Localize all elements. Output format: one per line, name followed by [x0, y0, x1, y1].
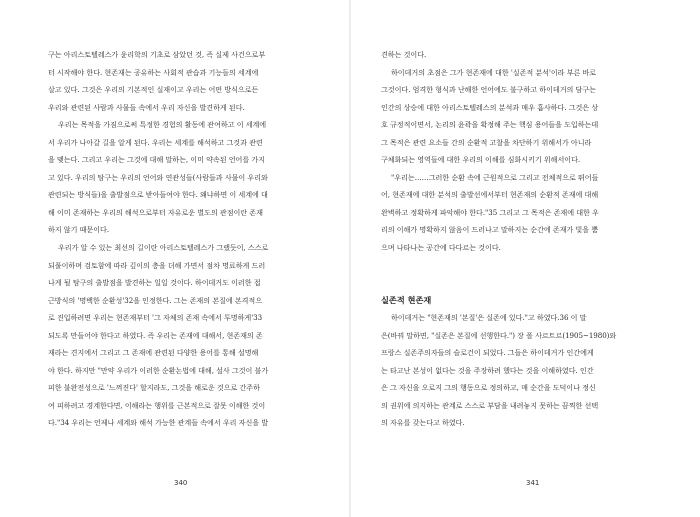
- body-line: 의 자유를 갖는다고 하였다.: [381, 418, 465, 428]
- section-heading: 실존적 현존재: [381, 294, 432, 305]
- body-line: 리의 이해가 명확하지 않음이 드러나고 말하지는 순간에 존재가 빛을 뿜: [381, 225, 599, 235]
- body-line: 그것이다. 엄격한 형식과 난해한 언어에도 불구하고 하이데거의 담구는: [381, 85, 596, 95]
- body-line: 고 있다. 우리의 탐구는 우리의 언어와 연관성들(사람들과 사물이 우리와: [48, 172, 268, 182]
- body-line: 나게 될 탐구의 출발점을 발견하는 일일 것이다. 하이데거도 이러한 접: [48, 278, 261, 288]
- paragraph-gap: [381, 274, 655, 292]
- body-line: 그 목적은 관련 요소들 간의 순환적 고찰을 차단하기 위해서가 아니라: [381, 137, 592, 147]
- body-line: 다."34 우리는 언제나 세계와 해석 가능한 관계들 속에서 우리 자신을 발: [48, 418, 269, 428]
- body-line: 하지 않기 때문이다.: [48, 225, 110, 235]
- body-line: 우리는 목적을 가짐으로써 특정한 경험의 활동에 관여하고 이 세계에: [58, 120, 267, 130]
- body-line: 의 권위에 의지하는 관계로 스스로 부담을 내려놓지 못하는 끔찍한 선택: [381, 400, 599, 410]
- body-line: 어, 현존재에 대한 분석의 출발선에서부터 현존재의 순환적 존재에 대해: [381, 190, 599, 200]
- body-line: 재라는 견지에서 그리고 그 존재에 관련된 다양한 용어를 통해 설명해: [48, 348, 259, 358]
- body-line: 은(바꿔 말하면, "실존은 본질에 선행한다.") 장 폴 사르트르(1905~1980)와: [381, 330, 617, 340]
- body-line: 구체화되는 영역들에 대한 우리의 이해를 심화시키기 위해서이다.: [381, 155, 581, 165]
- body-line: 호 규정적이면서, 논리의 윤곽을 확정해 주는 핵심 용어들을 도입하는데: [381, 120, 599, 130]
- left-page-body: [48, 46, 322, 432]
- body-line: 는 타고난 본성이 없다는 것을 주장하려 했다는 것을 이해하였다. 인간: [381, 365, 594, 375]
- body-line: 근방식의 '명백한 순환성'32을 인정한다. 그는 존재의 본질에 본격적으: [48, 295, 263, 305]
- body-line: 되풀이하며 검토함에 따라 깊이의 층을 더해 가면서 점차 명료하게 드러: [48, 260, 266, 270]
- body-line: 관련되는 방식들)을 출발점으로 받아들여야 한다. 왜냐하면 이 세계에 대: [48, 190, 268, 200]
- body-line: 프랑스 실존주의자들의 슬로건이 되었다. 그들은 하이데거가 인간에게: [381, 348, 594, 358]
- body-line: 구는 아리스토텔레스가 윤리학의 기초로 삼았던 것, 즉 실제 사건으로부: [48, 50, 266, 59]
- body-line: 우리가 알 수 있는 최선의 길이란 아리스토텔레스가 그랬듯이, 스스로: [58, 243, 269, 253]
- body-line: 터 시작해야 한다. 현존재는 공유하는 사회적 관습과 기능들의 세계에: [48, 67, 259, 77]
- body-line: 살고 있다. 그것은 우리의 기본적인 실재이고 우리는 어떤 방식으로든: [48, 85, 259, 95]
- body-line: 하이데거의 초점은 그가 현존재에 대한 '실존적 분석'이라 부른 바로: [391, 67, 597, 77]
- paragraph-gap: [381, 257, 655, 275]
- page-number-left: 340: [174, 479, 188, 487]
- body-line: 을 맺는다. 그리고 우리는 그것에 대해 말하는, 이미 약속된 언어를 가지: [48, 155, 265, 165]
- page-number-right: 341: [526, 479, 540, 487]
- body-line: 으며 나타나는 공간에 다다르는 것이다.: [381, 243, 501, 253]
- body-line: 은 그 자신을 오로지 그의 행동으로 정의하고, 매 순간을 도덕이나 정신: [381, 383, 596, 393]
- body-line: 여 피하려고 경계한다면, 이해라는 행위를 근본적으로 잘못 이해한 것이: [48, 400, 266, 410]
- body-line: 피한 불완전성으로 '느껴진다' 할지라도, 그것을 해로운 것으로 간주하: [48, 383, 260, 393]
- body-line: 로 진입하려면 우리는 현존재부터 '그 자체의 존재 속에서 투명하게'33: [48, 313, 263, 323]
- body-line: 해 이미 존재하는 우리의 해석으로부터 자유로운 별도의 관점이란 존재: [48, 207, 263, 217]
- body-line: 인간의 상승에 대한 아리스토텔레스의 분석과 매우 흡사하다. 그것은 상: [381, 102, 599, 112]
- body-line: 완벽하고 정확하게 파악해야 한다."35 그리고 그 목적은 존재에 대한 우: [381, 207, 599, 217]
- body-line: 야 한다. 하지만 "만약 우리가 이러한 순환논법에 대해, 설사 그것이 불가: [48, 365, 269, 375]
- body-line: "우리는……그러한 순환 속에 근원적으로 그리고 전체적으로 뛰어들: [391, 172, 599, 182]
- body-line: 견하는 것이다.: [381, 50, 427, 59]
- right-page-body: [381, 46, 655, 432]
- body-line: 서 우리가 나아갈 길을 알게 된다. 우리는 세계를 해석하고 그것과 관련: [48, 137, 263, 147]
- body-line: 되도록 만들어야 한다고 하였다. 즉 우리는 존재에 대해서, 현존재의 존: [48, 330, 263, 340]
- body-line: 우리와 관련된 사람과 사물들 속에서 우리 자신을 발견하게 된다.: [48, 102, 245, 112]
- body-line: 하이데거는 "현존재의 '본질'은 실존에 있다."고 하였다.36 이 말: [391, 313, 587, 323]
